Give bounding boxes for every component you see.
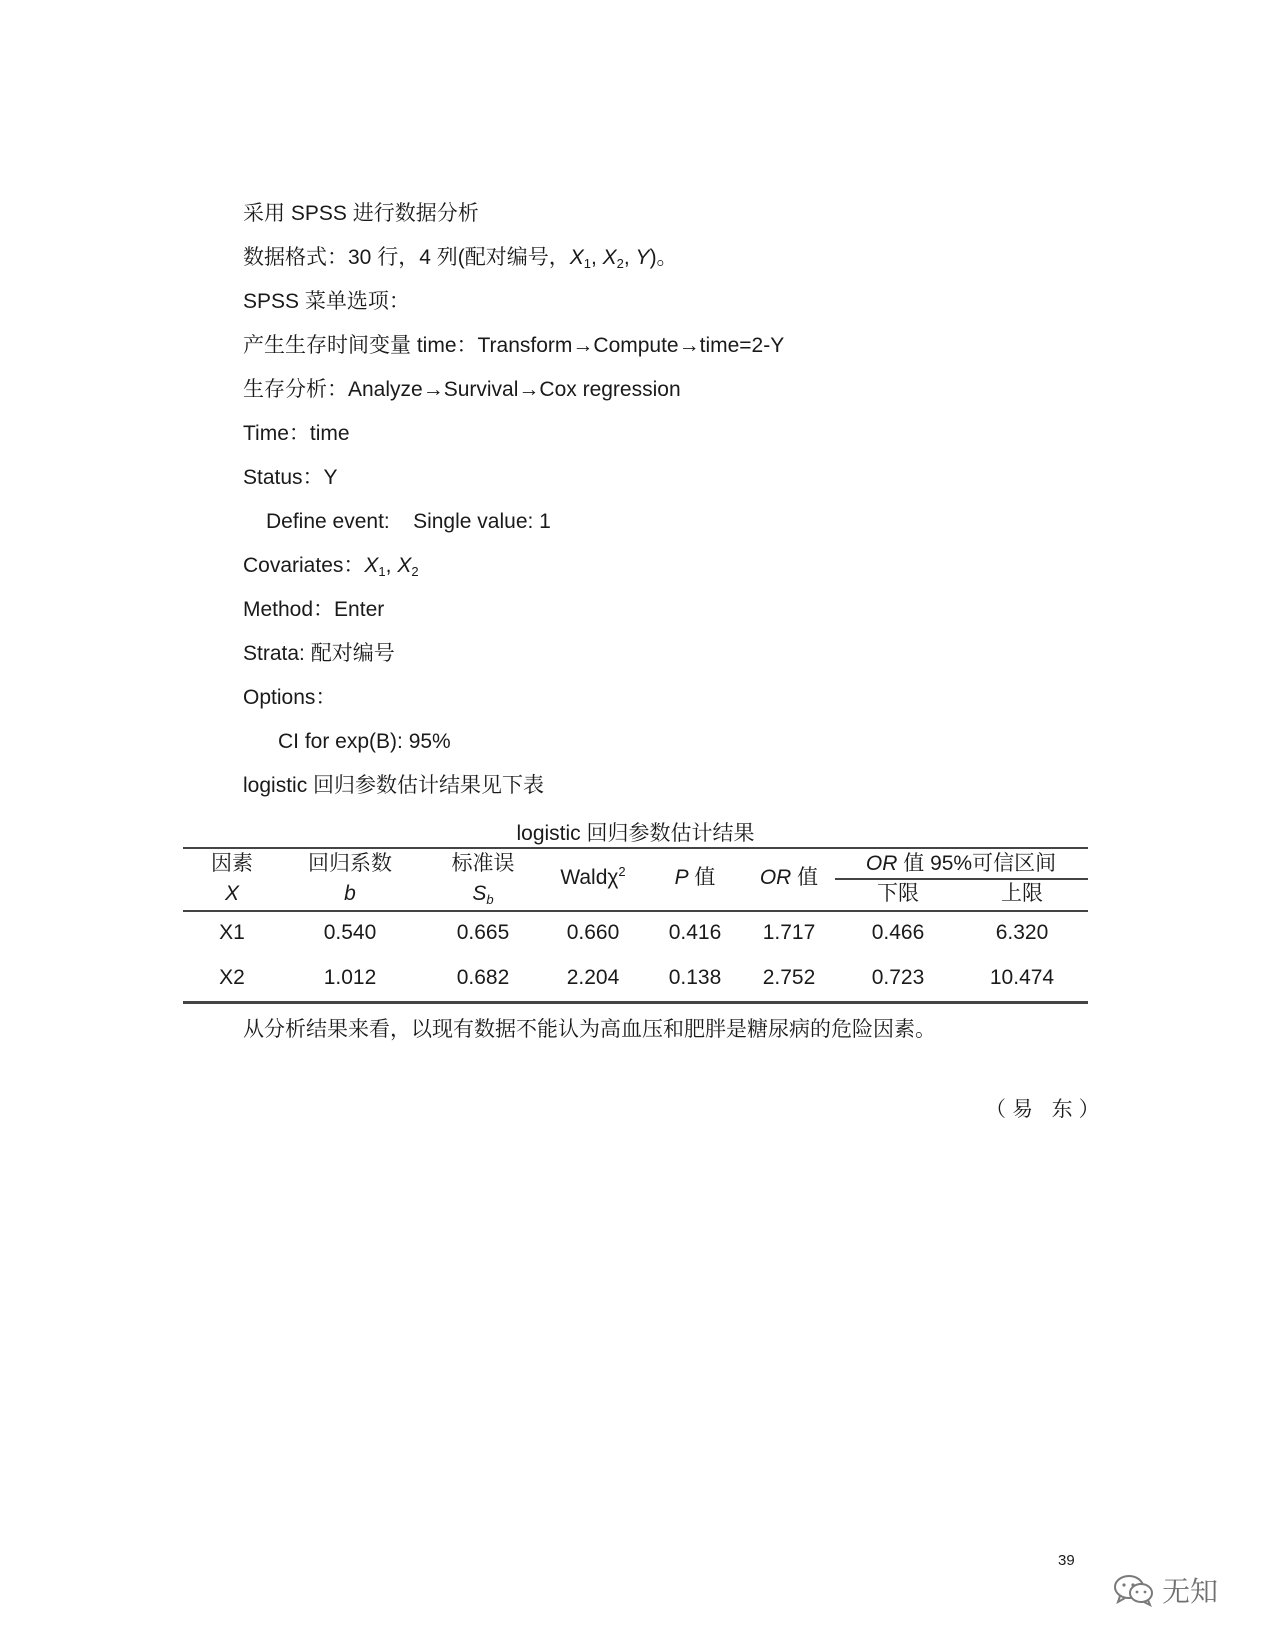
text-line-spss-menu: SPSS 菜单选项： <box>243 290 410 313</box>
text-line-covariates <box>243 552 419 580</box>
coef-symbol: b <box>344 882 356 905</box>
se-symbol: S <box>472 882 487 905</box>
separator: , <box>623 246 636 269</box>
ci-label: 值 95%可信区间 <box>897 852 1057 875</box>
covariates-prefix: Covariates： <box>243 554 365 577</box>
var-x: X <box>569 246 584 269</box>
header-lower: 下限 <box>877 882 919 905</box>
header-upper: 上限 <box>1001 882 1043 905</box>
var-sub: 1 <box>583 256 591 271</box>
header-ci <box>866 850 1056 878</box>
separator: , <box>590 246 603 269</box>
or-symbol: OR <box>759 866 792 889</box>
var-sub: 1 <box>378 564 386 579</box>
header-factor-symbol <box>225 880 239 908</box>
var-x: X <box>397 554 412 577</box>
se-subscript: b <box>486 892 494 907</box>
wechat-icon <box>1112 1573 1156 1607</box>
table-top-rule <box>183 847 1088 849</box>
var-sub: 2 <box>411 564 419 579</box>
cell-wald: 2.204 <box>566 966 620 989</box>
var-sub: 2 <box>616 256 624 271</box>
header-wald <box>560 864 625 892</box>
cell-coef: 0.540 <box>323 921 377 944</box>
page-number: 39 <box>1058 1552 1075 1569</box>
watermark <box>1112 1570 1218 1610</box>
cell-factor: X2 <box>219 966 245 989</box>
cell-se: 0.682 <box>456 966 510 989</box>
watermark-label: 无知 <box>1162 1576 1219 1607</box>
ci-or-symbol: OR <box>865 852 898 875</box>
text-line-compute-time: 产生生存时间变量 time：Transform→Compute→time=2-Y <box>243 334 785 357</box>
cell-upper: 6.320 <box>995 921 1049 944</box>
or-label: 值 <box>791 866 819 889</box>
var-x: X <box>602 246 617 269</box>
p-label: 值 <box>688 866 716 889</box>
data-format-suffix: )。 <box>649 246 678 269</box>
text-line-define-event: Define event: Single value: 1 <box>266 510 551 533</box>
header-coef-symbol <box>344 880 356 908</box>
cell-p: 0.138 <box>668 966 722 989</box>
text-line-strata: Strata: 配对编号 <box>243 642 395 665</box>
table-bottom-rule <box>183 1001 1088 1004</box>
cell-wald: 0.660 <box>566 921 620 944</box>
cell-lower: 0.466 <box>871 921 925 944</box>
text-line-method: Method：Enter <box>243 598 385 621</box>
var-x: X <box>364 554 379 577</box>
text-line-data-format <box>243 244 678 272</box>
factor-symbol: X <box>224 882 240 905</box>
var-y: Y <box>635 246 650 269</box>
text-line-spss-intro: 采用 SPSS 进行数据分析 <box>243 202 479 225</box>
data-format-prefix: 数据格式：30 行，4 列(配对编号， <box>243 246 570 269</box>
text-line-ci: CI for exp(B): 95% <box>278 730 451 753</box>
wald-label: Waldχ <box>560 866 619 889</box>
header-se: 标准误 <box>451 852 515 875</box>
table-title: logistic 回归参数估计结果 <box>516 822 755 845</box>
cell-factor: X1 <box>219 921 245 944</box>
cell-se: 0.665 <box>456 921 510 944</box>
separator: , <box>385 554 398 577</box>
table-header-rule <box>183 910 1088 912</box>
cell-coef: 1.012 <box>323 966 377 989</box>
author-signature: （易 东） <box>985 1097 1106 1121</box>
text-line-time: Time：time <box>243 422 350 445</box>
table-ci-subrule <box>835 878 1088 880</box>
cell-p: 0.416 <box>668 921 722 944</box>
text-line-status: Status：Y <box>243 466 338 489</box>
text-line-options: Options： <box>243 686 337 709</box>
header-p <box>675 864 716 892</box>
cell-upper: 10.474 <box>989 966 1055 989</box>
wald-superscript: 2 <box>618 864 626 879</box>
cell-or: 2.752 <box>762 966 816 989</box>
header-factor: 因素 <box>211 852 253 875</box>
text-line-survival-analysis: 生存分析：Analyze→Survival→Cox regression <box>243 378 681 401</box>
conclusion-text: 从分析结果来看，以现有数据不能认为高血压和肥胖是糖尿病的危险因素。 <box>243 1017 936 1041</box>
header-se-symbol <box>472 880 493 908</box>
header-coef: 回归系数 <box>308 852 392 875</box>
cell-or: 1.717 <box>762 921 816 944</box>
header-or <box>760 864 818 892</box>
text-line-table-intro: logistic 回归参数估计结果见下表 <box>243 774 545 797</box>
cell-lower: 0.723 <box>871 966 925 989</box>
p-symbol: P <box>674 866 689 889</box>
